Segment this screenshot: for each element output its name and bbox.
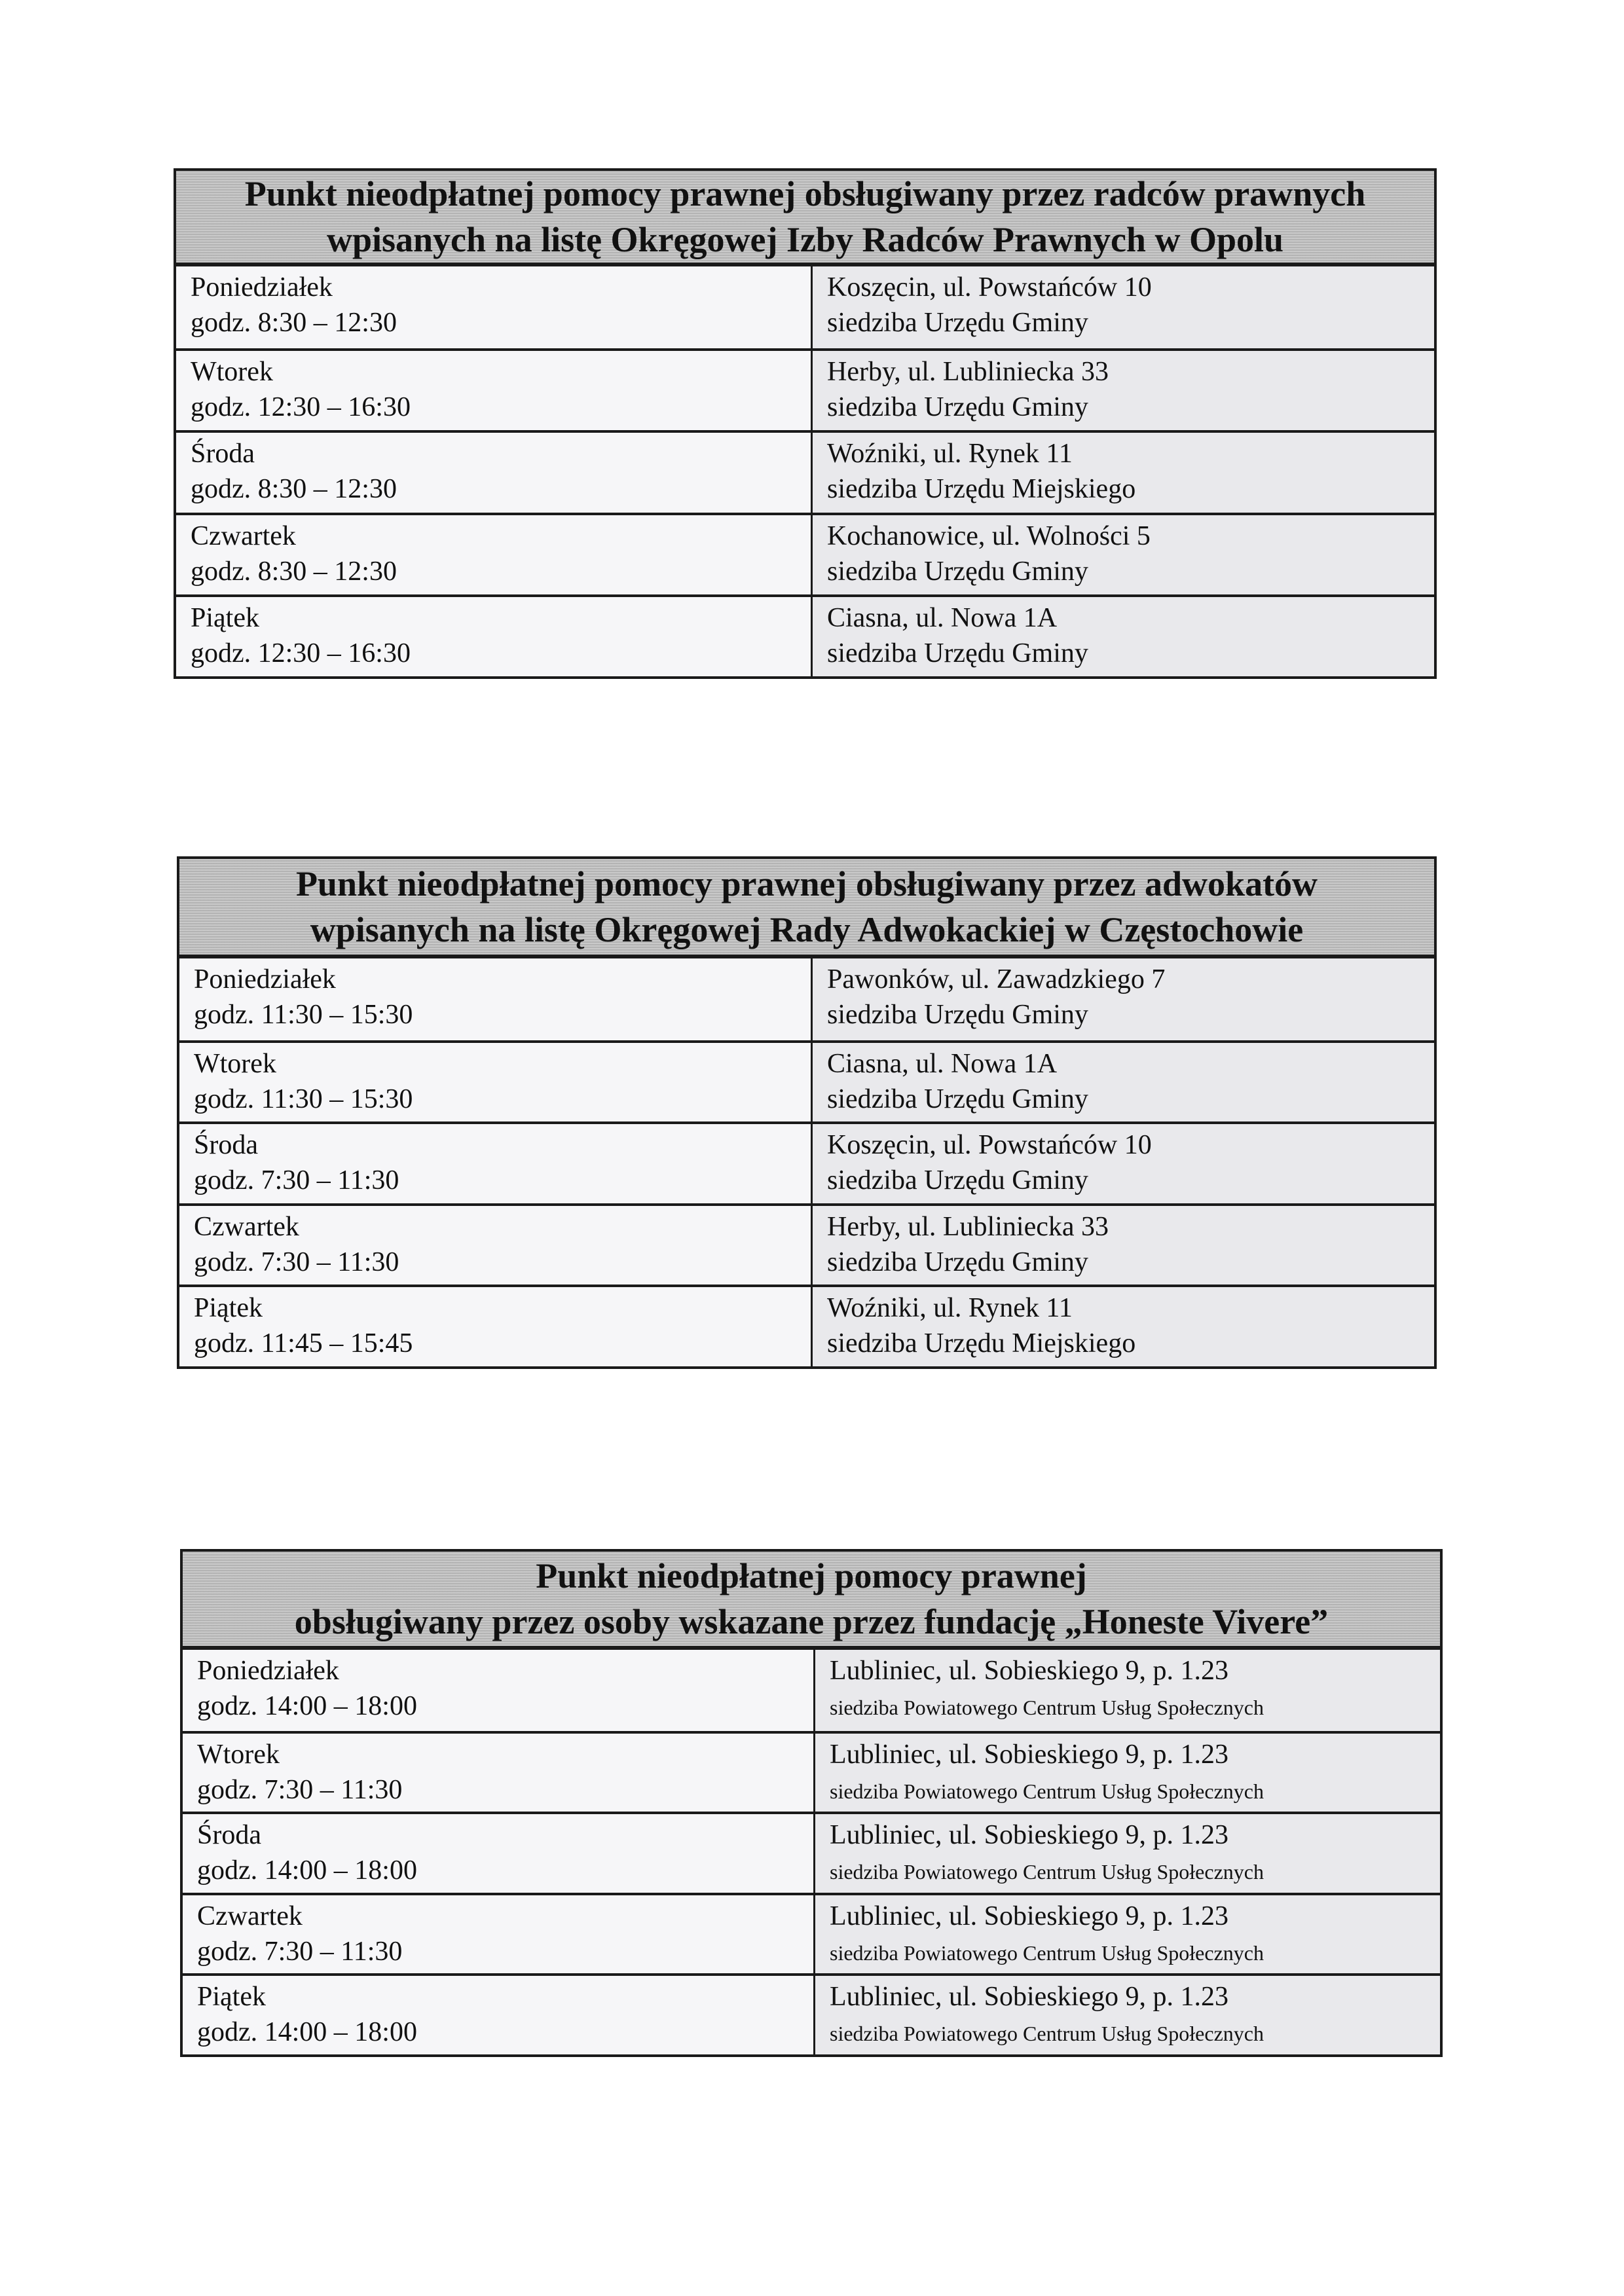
opening-hours: godz. 14:00 – 18:00 — [197, 1855, 417, 1886]
weekday: Piątek — [191, 602, 259, 633]
address: Herby, ul. Lubliniecka 33 — [827, 357, 1109, 388]
office-seat: siedziba Powiatowego Centrum Usług Społecznych — [830, 1779, 1264, 1803]
office-seat: siedziba Urzędu Miejskiego — [827, 474, 1136, 505]
table-row — [176, 594, 1434, 676]
location-cell — [811, 597, 1434, 676]
office-seat: siedziba Urzędu Gminy — [827, 1165, 1088, 1196]
office-seat: siedziba Urzędu Gminy — [827, 1247, 1088, 1277]
location-cell — [811, 351, 1434, 430]
location-cell — [811, 266, 1434, 348]
opening-hours: godz. 12:30 – 16:30 — [191, 638, 411, 668]
weekday: Poniedziałek — [191, 272, 333, 302]
weekday: Środa — [194, 1130, 258, 1161]
address: Ciasna, ul. Nowa 1A — [827, 602, 1058, 633]
table-row — [179, 1121, 1434, 1203]
opening-hours: godz. 11:30 – 15:30 — [194, 1084, 413, 1114]
table-row — [183, 1812, 1440, 1893]
table-row — [176, 348, 1434, 430]
office-seat: siedziba Powiatowego Centrum Usług Społecznych — [830, 1696, 1264, 1719]
location-cell — [811, 1206, 1434, 1285]
address: Herby, ul. Lubliniecka 33 — [827, 1211, 1109, 1242]
day-hours-cell — [176, 515, 811, 594]
opening-hours: godz. 12:30 – 16:30 — [191, 392, 411, 423]
office-seat: siedziba Powiatowego Centrum Usług Społecznych — [830, 1860, 1264, 1884]
address: Kochanowice, ul. Wolności 5 — [827, 520, 1151, 551]
table-row — [179, 958, 1434, 1040]
office-seat: siedziba Urzędu Gminy — [827, 1000, 1088, 1030]
table-row — [183, 1893, 1440, 1974]
table-title-line2: wpisanych na listę Okręgowej Rady Adwokackiej w Częstochowie — [310, 910, 1304, 949]
day-hours-cell — [179, 1043, 811, 1122]
opening-hours: godz. 8:30 – 12:30 — [191, 308, 397, 338]
office-seat: siedziba Urzędu Gminy — [827, 1084, 1088, 1114]
office-seat: siedziba Powiatowego Centrum Usług Społecznych — [830, 2022, 1264, 2046]
address: Koszęcin, ul. Powstańców 10 — [827, 272, 1152, 302]
address: Lubliniec, ul. Sobieskiego 9, p. 1.23 — [830, 1982, 1228, 2013]
day-hours-cell — [183, 1976, 813, 2054]
legal-aid-table-fundacja — [180, 1549, 1443, 2057]
address: Woźniki, ul. Rynek 11 — [827, 1293, 1073, 1324]
weekday: Piątek — [197, 1982, 266, 2013]
address: Koszęcin, ul. Powstańców 10 — [827, 1130, 1152, 1161]
table-row — [176, 430, 1434, 512]
address: Woźniki, ul. Rynek 11 — [827, 439, 1073, 469]
table-row — [176, 266, 1434, 348]
table-title-line2: obsługiwany przez osoby wskazane przez fundację „Honeste Vivere” — [294, 1602, 1329, 1641]
address: Lubliniec, ul. Sobieskiego 9, p. 1.23 — [830, 1901, 1228, 1931]
weekday: Środa — [197, 1820, 261, 1851]
weekday: Czwartek — [194, 1211, 299, 1242]
table-header — [183, 1552, 1440, 1650]
table-title-line2: wpisanych na listę Okręgowej Izby Radców Prawnych w Opolu — [326, 220, 1284, 259]
table-header — [176, 171, 1434, 266]
opening-hours: godz. 8:30 – 12:30 — [191, 556, 397, 587]
office-seat: siedziba Urzędu Gminy — [827, 308, 1088, 338]
day-hours-cell — [176, 597, 811, 676]
weekday: Poniedziałek — [197, 1656, 339, 1686]
opening-hours: godz. 7:30 – 11:30 — [197, 1936, 403, 1967]
day-hours-cell — [179, 1287, 811, 1366]
opening-hours: godz. 7:30 – 11:30 — [194, 1247, 399, 1277]
table-row — [179, 1203, 1434, 1285]
address: Pawonków, ul. Zawadzkiego 7 — [827, 964, 1166, 994]
opening-hours: godz. 7:30 – 11:30 — [194, 1165, 399, 1196]
location-cell — [811, 958, 1434, 1040]
day-hours-cell — [179, 1206, 811, 1285]
opening-hours: godz. 11:30 – 15:30 — [194, 1000, 413, 1030]
location-cell — [813, 1895, 1440, 1974]
weekday: Wtorek — [191, 357, 273, 388]
table-header — [179, 859, 1434, 958]
location-cell — [811, 515, 1434, 594]
location-cell — [811, 433, 1434, 512]
opening-hours: godz. 7:30 – 11:30 — [197, 1774, 403, 1805]
day-hours-cell — [179, 958, 811, 1040]
day-hours-cell — [183, 1650, 813, 1731]
opening-hours: godz. 14:00 – 18:00 — [197, 1691, 417, 1721]
location-cell — [813, 1976, 1440, 2054]
opening-hours: godz. 14:00 – 18:00 — [197, 2017, 417, 2048]
legal-aid-table-radcy — [174, 168, 1437, 679]
location-cell — [813, 1734, 1440, 1812]
table-row — [176, 513, 1434, 594]
address: Lubliniec, ul. Sobieskiego 9, p. 1.23 — [830, 1820, 1228, 1851]
weekday: Wtorek — [197, 1739, 280, 1770]
office-seat: siedziba Urzędu Gminy — [827, 556, 1088, 587]
legal-aid-table-adwokaci — [177, 856, 1437, 1369]
office-seat: siedziba Urzędu Miejskiego — [827, 1328, 1136, 1359]
table-title-line1: Punkt nieodpłatnej pomocy prawnej obsługiwany przez radców prawnych — [244, 174, 1366, 213]
weekday: Czwartek — [191, 520, 296, 551]
location-cell — [811, 1043, 1434, 1122]
location-cell — [813, 1814, 1440, 1893]
day-hours-cell — [183, 1814, 813, 1893]
day-hours-cell — [183, 1895, 813, 1974]
location-cell — [811, 1287, 1434, 1366]
table-row — [183, 1650, 1440, 1731]
day-hours-cell — [183, 1734, 813, 1812]
weekday: Poniedziałek — [194, 964, 336, 994]
table-title-line1: Punkt nieodpłatnej pomocy prawnej obsługiwany przez adwokatów — [295, 864, 1318, 903]
office-seat: siedziba Urzędu Gminy — [827, 392, 1088, 423]
opening-hours: godz. 8:30 – 12:30 — [191, 474, 397, 505]
day-hours-cell — [176, 433, 811, 512]
weekday: Czwartek — [197, 1901, 303, 1931]
office-seat: siedziba Urzędu Gminy — [827, 638, 1088, 668]
day-hours-cell — [176, 351, 811, 430]
address: Lubliniec, ul. Sobieskiego 9, p. 1.23 — [830, 1656, 1228, 1686]
table-row — [179, 1285, 1434, 1366]
weekday: Środa — [191, 439, 255, 469]
day-hours-cell — [176, 266, 811, 348]
day-hours-cell — [179, 1124, 811, 1203]
table-title-line1: Punkt nieodpłatnej pomocy prawnej — [536, 1556, 1087, 1595]
location-cell — [811, 1124, 1434, 1203]
address: Ciasna, ul. Nowa 1A — [827, 1048, 1058, 1079]
table-row — [183, 1731, 1440, 1812]
address: Lubliniec, ul. Sobieskiego 9, p. 1.23 — [830, 1739, 1228, 1770]
weekday: Wtorek — [194, 1048, 276, 1079]
table-row — [179, 1040, 1434, 1122]
table-row — [183, 1973, 1440, 2054]
opening-hours: godz. 11:45 – 15:45 — [194, 1328, 413, 1359]
weekday: Piątek — [194, 1293, 263, 1324]
office-seat: siedziba Powiatowego Centrum Usług Społecznych — [830, 1941, 1264, 1965]
location-cell — [813, 1650, 1440, 1731]
